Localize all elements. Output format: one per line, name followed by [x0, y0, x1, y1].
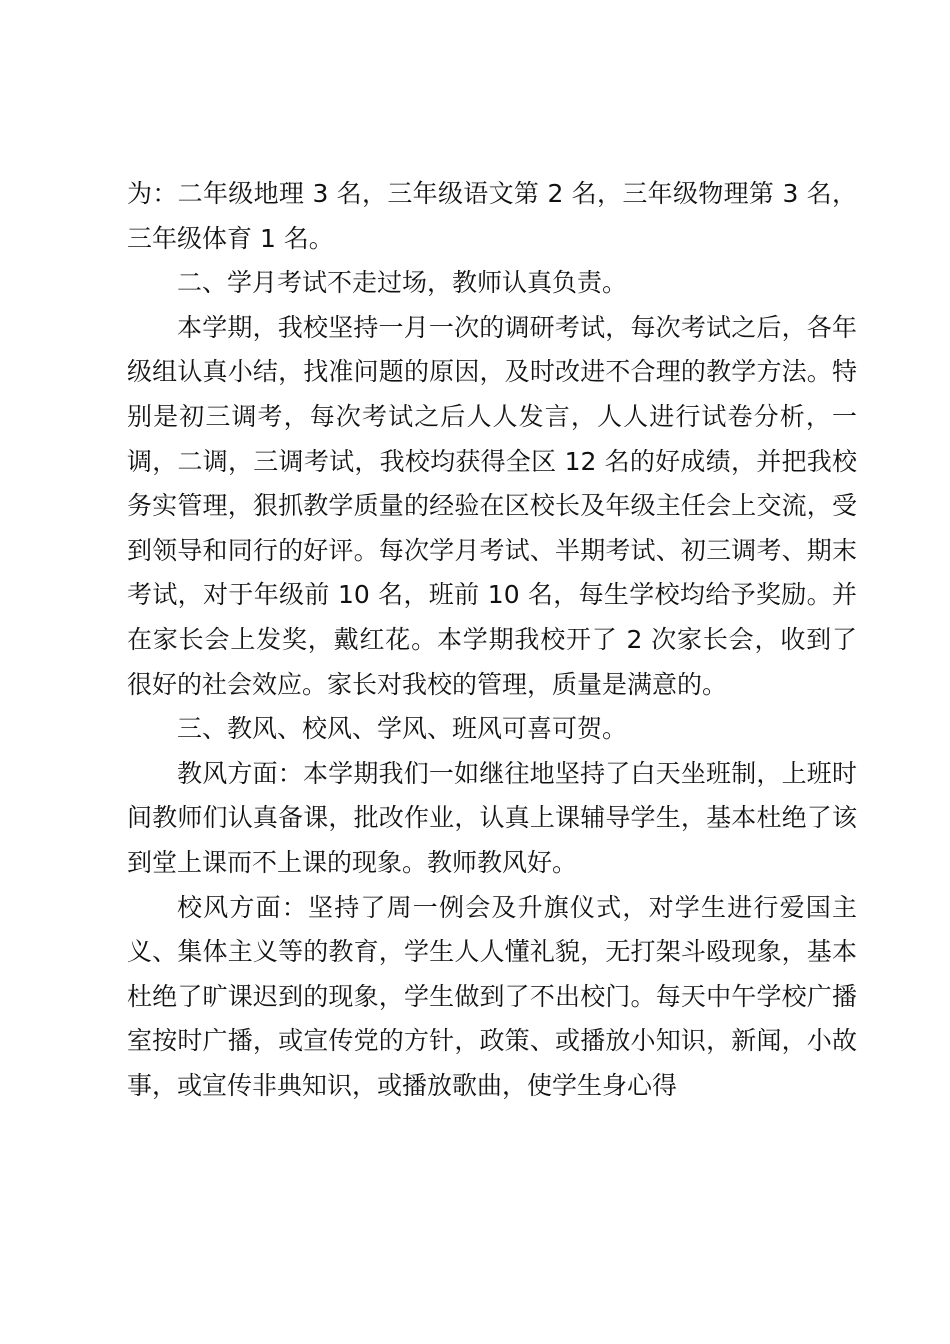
section-heading-school-spirit: 三、教风、校风、学风、班风可喜可贺。: [177, 714, 628, 744]
document-body: [127, 172, 857, 1108]
paragraph-school-style: 校风方面：坚持了周一例会及升旗仪式，对学生进行爱国主义、集体主义等的教育，学生人人懂礼貌，无打架斗殴现象，基本杜绝了旷课迟到的现象，学生做到了不出校门。每天中午学校广播室按时广播，或宣传党的方针，政策、或播放小知识，新闻，小故事，或宣传非典知识，或播放歌曲，使学生身心得: [127, 892, 857, 1100]
section-heading-monthly-exams: 二、学月考试不走过场，教师认真负责。: [177, 268, 628, 298]
paragraph-monthly-exams: 本学期，我校坚持一月一次的调研考试，每次考试之后，各年级组认真小结，找准问题的原因，及时改进不合理的教学方法。特别是初三调考，每次考试之后人人发言，人人进行试卷分析，一调，二调，三调考试，我校均获得全区 12 名的好成绩，并把我校务实管理，狠抓教学质量的经验在区校长及年级主任会上交流，受到领导和同行的好评。每次学月考试、半期考试、初三调考、期末考试，对于年级前 10 名，班前 10 名，每生学校均给予奖励。并在家长会上发奖，戴红花。本学期我校开了 2 次家长会，收到了很好的社会效应。家长对我校的管理，质量是满意的。: [127, 312, 857, 699]
paragraph-teaching-style: 教风方面：本学期我们一如继往地坚持了白天坐班制，上班时间教师们认真备课，批改作业，认真上课辅导学生，基本杜绝了该到堂上课而不上课的现象。教师教风好。: [127, 758, 857, 877]
paragraph-ranking-continuation: 为：二年级地理 3 名，三年级语文第 2 名，三年级物理第 3 名，三年级体育 1 名。: [127, 179, 857, 253]
